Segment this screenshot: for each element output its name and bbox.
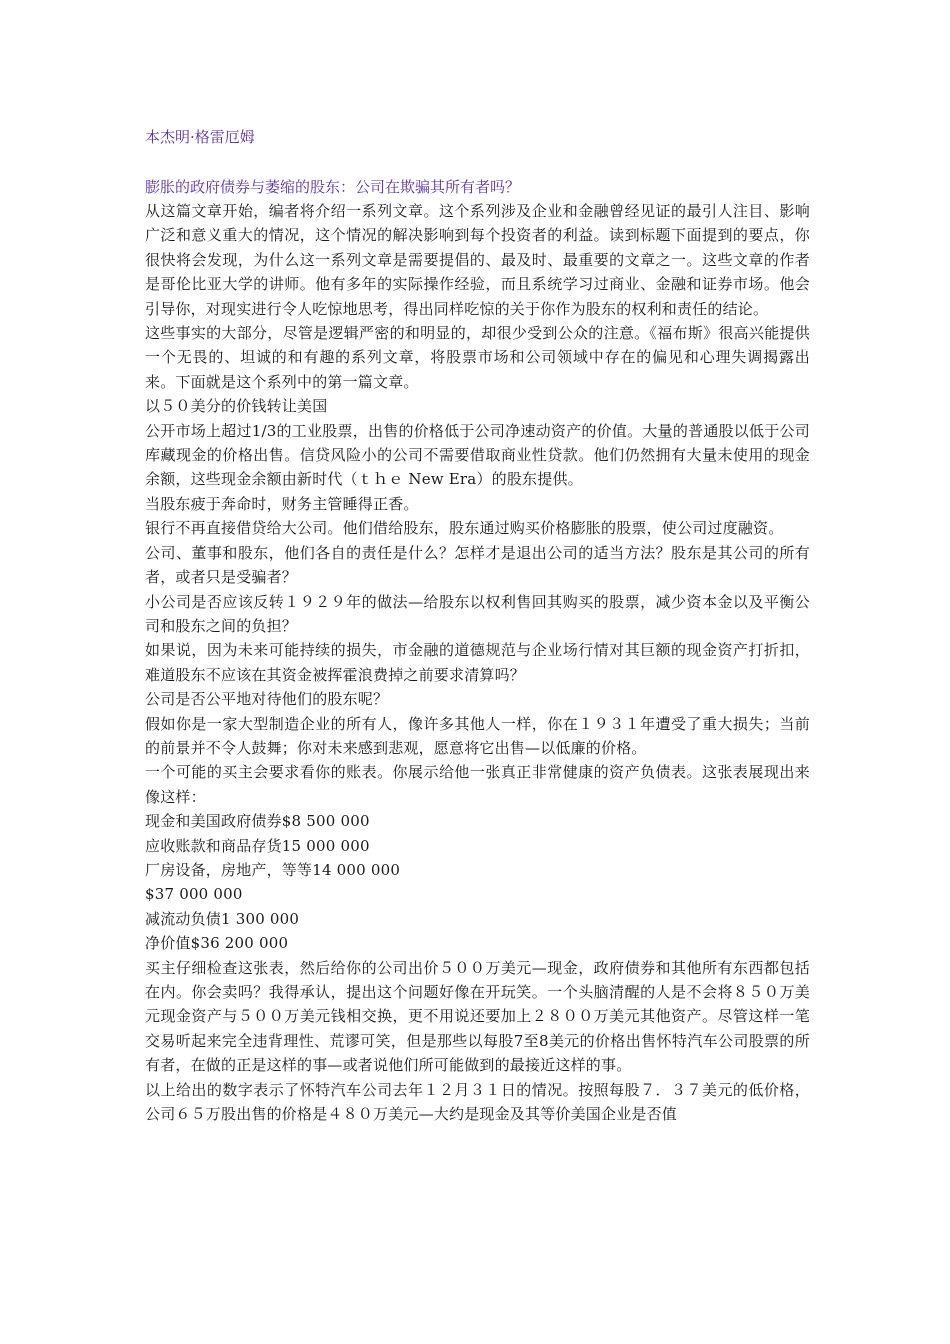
paragraph: 公开市场上超过1/3的工业股票，出售的价格低于公司净速动资产的价值。大量的普通股以低于公司库藏现金的价格出售。信贷风险小的公司不需要借取商业性贷款。他们仍然拥有大量未使用的现金余额，这些现金余额由新时代（ｔｈｅ New Era）的股东提供。 bbox=[145, 421, 810, 489]
paragraph: 一个可能的买主会要求看你的账表。你展示给他一张真正非常健康的资产负债表。这张表展现出来像这样： bbox=[145, 763, 810, 806]
paragraph: 当股东疲于奔命时，财务主管睡得正香。 bbox=[145, 494, 419, 513]
paragraph: 以上给出的数字表示了怀特汽车公司去年１２月３１日的情况。按照每股７．３７美元的低价格，公司６５万股出售的价格是４８０万美元—大约是现金及其等价美国企业是否值 bbox=[145, 1080, 810, 1124]
balance-sheet-line: $37 000 000 bbox=[145, 885, 243, 904]
paragraph: 这些事实的大部分，尽管是逻辑严密的和明显的，却很少受到公众的注意。《福布斯》很高兴能提供一个无畏的、坦诚的和有趣的系列文章，将股票市场和公司领域中存在的偏见和心理失调揭露出来。下面就是这个系列中的第一篇文章。 bbox=[145, 324, 810, 391]
balance-sheet-line: 应收账款和商品存货15 000 000 bbox=[145, 836, 370, 855]
balance-sheet-line: 减流动负债1 300 000 bbox=[145, 909, 300, 928]
paragraph: 假如你是一家大型制造企业的所有人，像许多其他人一样，你在１９３１年遭受了重大损失；当前的前景并不令人鼓舞；你对未来感到悲观，愿意将它出售—以低廉的价格。 bbox=[145, 714, 810, 757]
paragraph: 买主仔细检查这张表，然后给你的公司出价５００万美元—现金，政府债券和其他所有东西都包括在内。你会卖吗？我得承认，提出这个问题好像在开玩笑。一个头脑清醒的人是不会将８５０万美元现金资产与５００万美元钱相交换，更不用说还要加上２８００万美元其他资产。尽管这样一笔交易听起来完全违背理性、荒谬可笑，但是那些以每股7至8美元的价格出售怀特汽车公司股票的所有者，在做的正是这样的事—或者说他们所可能做到的最接近这样的事。 bbox=[145, 958, 810, 1075]
balance-sheet-line: 厂房设备，房地产，等等14 000 000 bbox=[145, 860, 401, 879]
balance-sheet-line: 现金和美国政府债券$8 500 000 bbox=[145, 812, 370, 831]
paragraph: 从这篇文章开始，编者将介绍一系列文章。这个系列涉及企业和金融曾经见证的最引人注目、影响广泛和意义重大的情况，这个情况的解决影响到每个投资者的利益。读到标题下面提到的要点，你很快将会发现，为什么这一系列文章是需要提倡的、最及时、最重要的文章之一。这些文章的作者是哥伦比亚大学的讲师。他有多年的实际操作经验，而且系统学习过商业、金融和证券市场。他会引导你，对现实进行令人吃惊地思考，得出同样吃惊的关于你作为股东的权利和责任的结论。 bbox=[145, 202, 810, 318]
article-body bbox=[145, 199, 810, 1126]
author-name: 本杰明·格雷厄姆 bbox=[145, 128, 255, 146]
paragraph: 小公司是否应该反转１９２９年的做法—给股东以权利售回其购买的股票，减少资本金以及平衡公司和股东之间的负担？ bbox=[145, 592, 810, 635]
section-heading: 以５０美分的价钱转让美国 bbox=[145, 397, 328, 416]
document-page bbox=[145, 125, 810, 1126]
balance-sheet-line: 净价值$36 200 000 bbox=[145, 934, 289, 953]
paragraph: 公司、董事和股东，他们各自的责任是什么？怎样才是退出公司的适当方法？股东是其公司的所有者，或者只是受骗者？ bbox=[145, 543, 810, 587]
article-title: 膨胀的政府债券与萎缩的股东：公司在欺骗其所有者吗？ bbox=[145, 178, 521, 196]
paragraph: 银行不再直接借贷给大公司。他们借给股东，股东通过购买价格膨胀的股票，使公司过度融资。 bbox=[145, 519, 784, 538]
paragraph: 公司是否公平地对待他们的股东呢？ bbox=[145, 690, 389, 709]
paragraph: 如果说，因为未来可能持续的损失，市金融的道德规范与企业场行情对其巨额的现金资产打折扣，难道股东不应该在其资金被挥霍浪费掉之前要求清算吗？ bbox=[145, 641, 810, 684]
